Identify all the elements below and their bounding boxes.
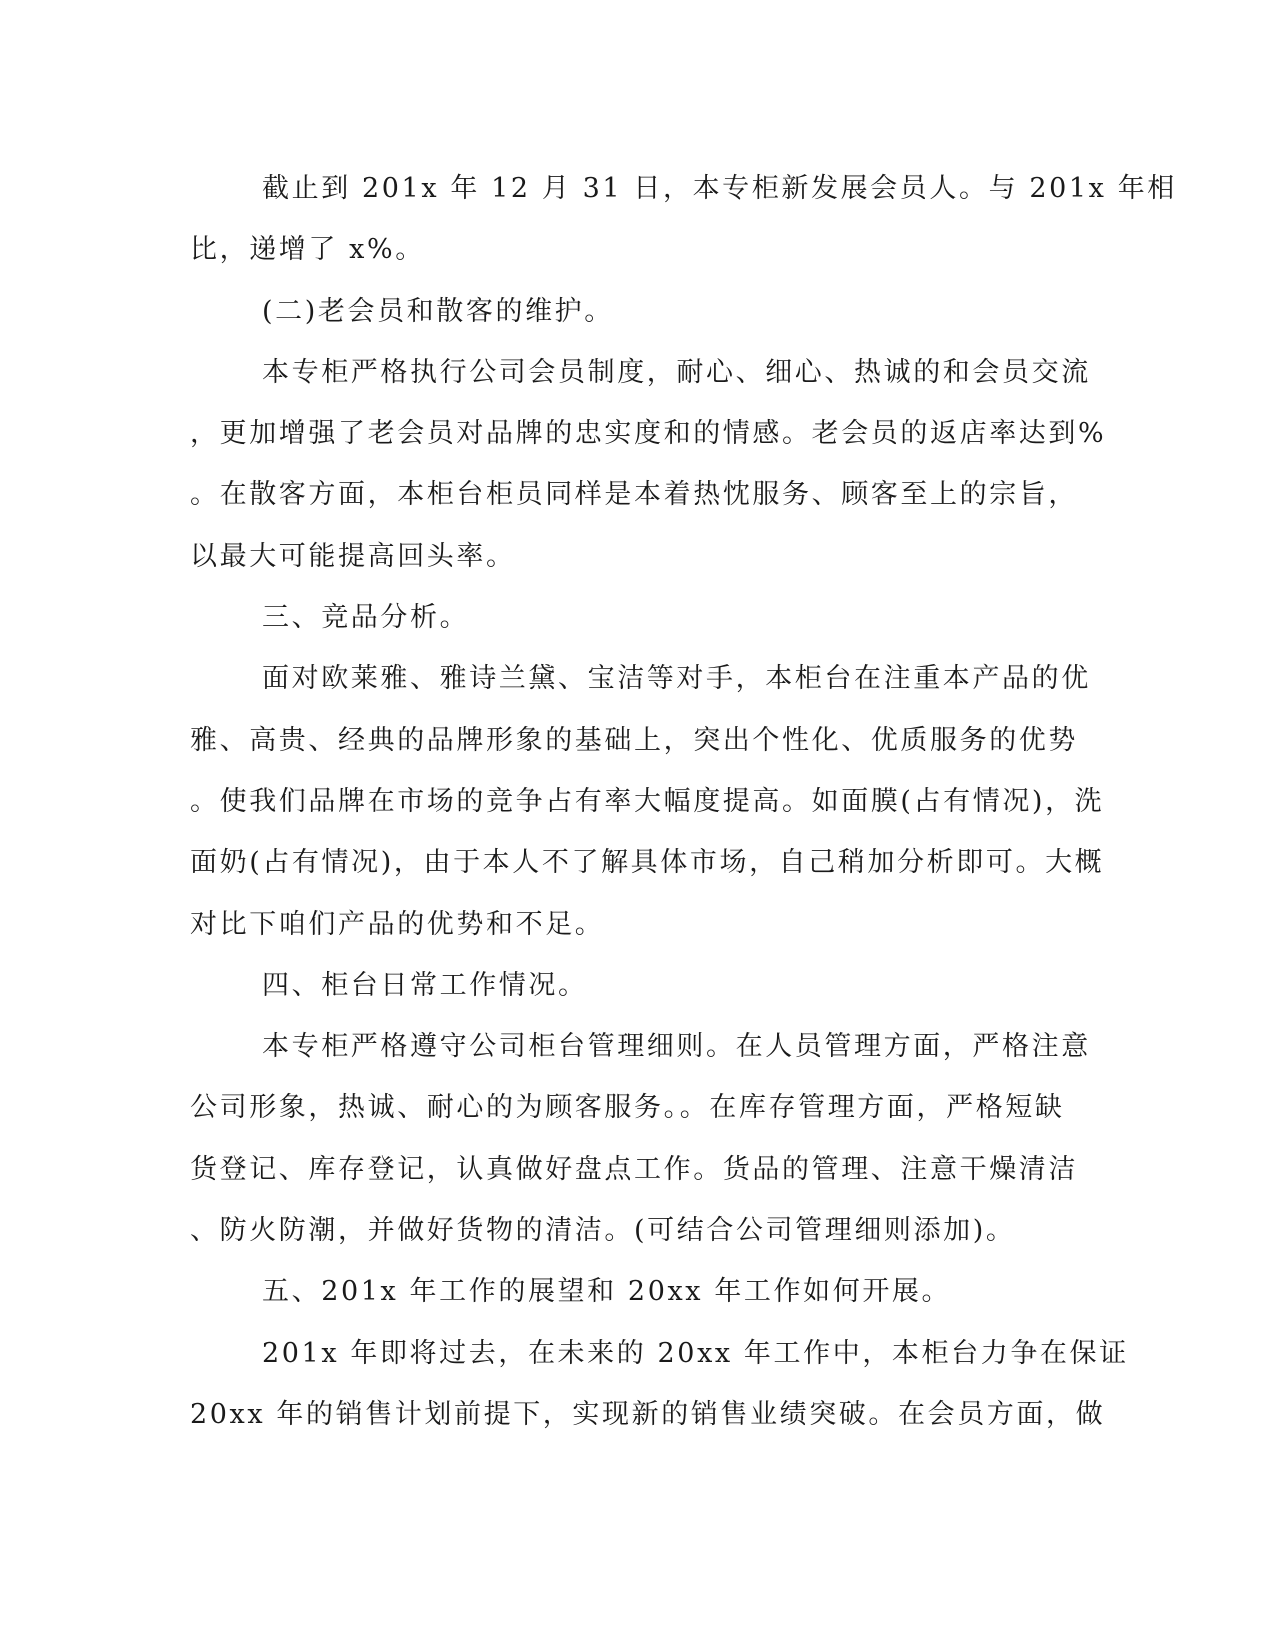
text-line: 201x 年即将过去，在未来的 20xx 年工作中，本柜台力争在保证 <box>262 1337 1129 1369</box>
text-line: 。使我们品牌在市场的竞争占有率大幅度提高。如面膜(占有情况)，洗 <box>190 785 1105 817</box>
text-line: 20xx 年的销售计划前提下，实现新的销售业绩突破。在会员方面，做 <box>190 1398 1106 1430</box>
text-line: 本专柜严格执行公司会员制度，耐心、细心、热诚的和会员交流 <box>262 356 1091 388</box>
text-line: 比，递增了 x%。 <box>190 234 425 266</box>
text-line: 以最大可能提高回头率。 <box>190 540 516 572</box>
section-heading: (二)老会员和散客的维护。 <box>262 295 614 327</box>
text-line: 对比下咱们产品的优势和不足。 <box>190 908 605 940</box>
text-line: 截止到 201x 年 12 月 31 日，本专柜新发展会员人。与 201x 年相 <box>262 173 1177 204</box>
document-body <box>190 158 1177 1445</box>
text-line: 本专柜严格遵守公司柜台管理细则。在人员管理方面，严格注意 <box>262 1031 1091 1063</box>
text-line: 。在散客方面，本柜台柜员同样是本着热忱服务、顾客至上的宗旨， <box>190 479 1078 511</box>
section-heading: 四、柜台日常工作情况。 <box>262 969 588 1001</box>
text-line: 雅、高贵、经典的品牌形象的基础上，突出个性化、优质服务的优势 <box>190 724 1078 756</box>
text-line: 面对欧莱雅、雅诗兰黛、宝洁等对手，本柜台在注重本产品的优 <box>262 663 1091 695</box>
section-heading: 三、竞品分析。 <box>262 602 470 634</box>
text-line: 货登记、库存登记，认真做好盘点工作。货品的管理、注意干燥清洁 <box>190 1153 1078 1185</box>
text-line: ，更加增强了老会员对品牌的忠实度和的情感。老会员的返店率达到% <box>190 418 1107 450</box>
section-heading: 五、201x 年工作的展望和 20xx 年工作如何开展。 <box>262 1276 952 1308</box>
text-line: 公司形象，热诚、耐心的为顾客服务。。在库存管理方面，严格短缺 <box>190 1092 1065 1124</box>
text-line: 面奶(占有情况)，由于本人不了解具体市场，自己稍加分析即可。大概 <box>190 847 1105 879</box>
text-line: 、防火防潮，并做好货物的清洁。(可结合公司管理细则添加)。 <box>190 1215 1016 1247</box>
